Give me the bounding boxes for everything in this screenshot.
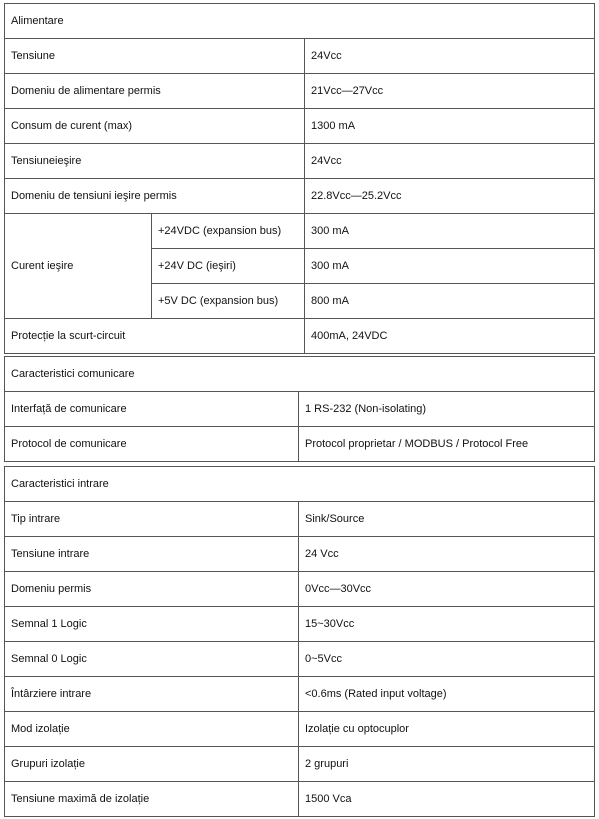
table-row [5, 319, 595, 354]
section-header-alimentare: Alimentare [5, 4, 595, 39]
row-label: Tip intrare [5, 502, 299, 537]
row-value: 1 RS-232 (Non-isolating) [299, 392, 595, 427]
row-value: 2 grupuri [299, 747, 595, 782]
row-label: Tensiune intrare [5, 537, 299, 572]
row-value: 400mA, 24VDC [305, 319, 595, 354]
table-row [5, 214, 595, 249]
row-value: 22.8Vcc—25.2Vcc [305, 179, 595, 214]
table-row [5, 357, 595, 392]
row-label: Domeniu permis [5, 572, 299, 607]
row-label: Întârziere intrare [5, 677, 299, 712]
section-header-intrare: Caracteristici intrare [5, 467, 595, 502]
table-row [5, 109, 595, 144]
table-row [5, 747, 595, 782]
table-row [5, 677, 595, 712]
table-row [5, 74, 595, 109]
table-row [5, 607, 595, 642]
row-label: Consum de curent (max) [5, 109, 305, 144]
table-row [5, 427, 595, 462]
row-value: 24 Vcc [299, 537, 595, 572]
row-value: 0Vcc—30Vcc [299, 572, 595, 607]
table-row [5, 4, 595, 39]
sub-label: +24VDC (expansion bus) [152, 214, 305, 249]
row-value: 1500 Vca [299, 782, 595, 817]
row-value: 0~5Vcc [299, 642, 595, 677]
row-value: Izolație cu optocuplor [299, 712, 595, 747]
row-label: Protocol de comunicare [5, 427, 299, 462]
row-label: Domeniu de tensiuni ieşire permis [5, 179, 305, 214]
row-value: 24Vcc [305, 39, 595, 74]
comunicare-table [4, 356, 595, 462]
sub-label: +5V DC (expansion bus) [152, 284, 305, 319]
table-row [5, 502, 595, 537]
row-value: Sink/Source [299, 502, 595, 537]
row-value: 800 mA [305, 284, 595, 319]
row-label: Mod izolație [5, 712, 299, 747]
table-row [5, 467, 595, 502]
table-row [5, 179, 595, 214]
row-value: 15~30Vcc [299, 607, 595, 642]
table-row [5, 642, 595, 677]
row-value: 1300 mA [305, 109, 595, 144]
table-row [5, 712, 595, 747]
row-label: Tensiune maximă de izolație [5, 782, 299, 817]
alimentare-table [4, 3, 595, 354]
row-value: 300 mA [305, 249, 595, 284]
row-value: 300 mA [305, 214, 595, 249]
row-label: Tensiuneieşire [5, 144, 305, 179]
table-row [5, 39, 595, 74]
table-row [5, 572, 595, 607]
row-value: <0.6ms (Rated input voltage) [299, 677, 595, 712]
section-header-comunicare: Caracteristici comunicare [5, 357, 595, 392]
row-label: Semnal 0 Logic [5, 642, 299, 677]
table-row [5, 537, 595, 572]
sub-label: +24V DC (ieşiri) [152, 249, 305, 284]
row-label: Domeniu de alimentare permis [5, 74, 305, 109]
row-label: Semnal 1 Logic [5, 607, 299, 642]
row-value: 21Vcc—27Vcc [305, 74, 595, 109]
row-label: Grupuri izolație [5, 747, 299, 782]
row-label: Interfață de comunicare [5, 392, 299, 427]
table-row [5, 144, 595, 179]
intrare-table [4, 466, 595, 817]
row-value: Protocol proprietar / MODBUS / Protocol Free [299, 427, 595, 462]
row-label-curent-iesire: Curent ieşire [5, 214, 152, 319]
table-row [5, 392, 595, 427]
row-label: Tensiune [5, 39, 305, 74]
table-row [5, 782, 595, 817]
row-value: 24Vcc [305, 144, 595, 179]
row-label: Protecție la scurt-circuit [5, 319, 305, 354]
